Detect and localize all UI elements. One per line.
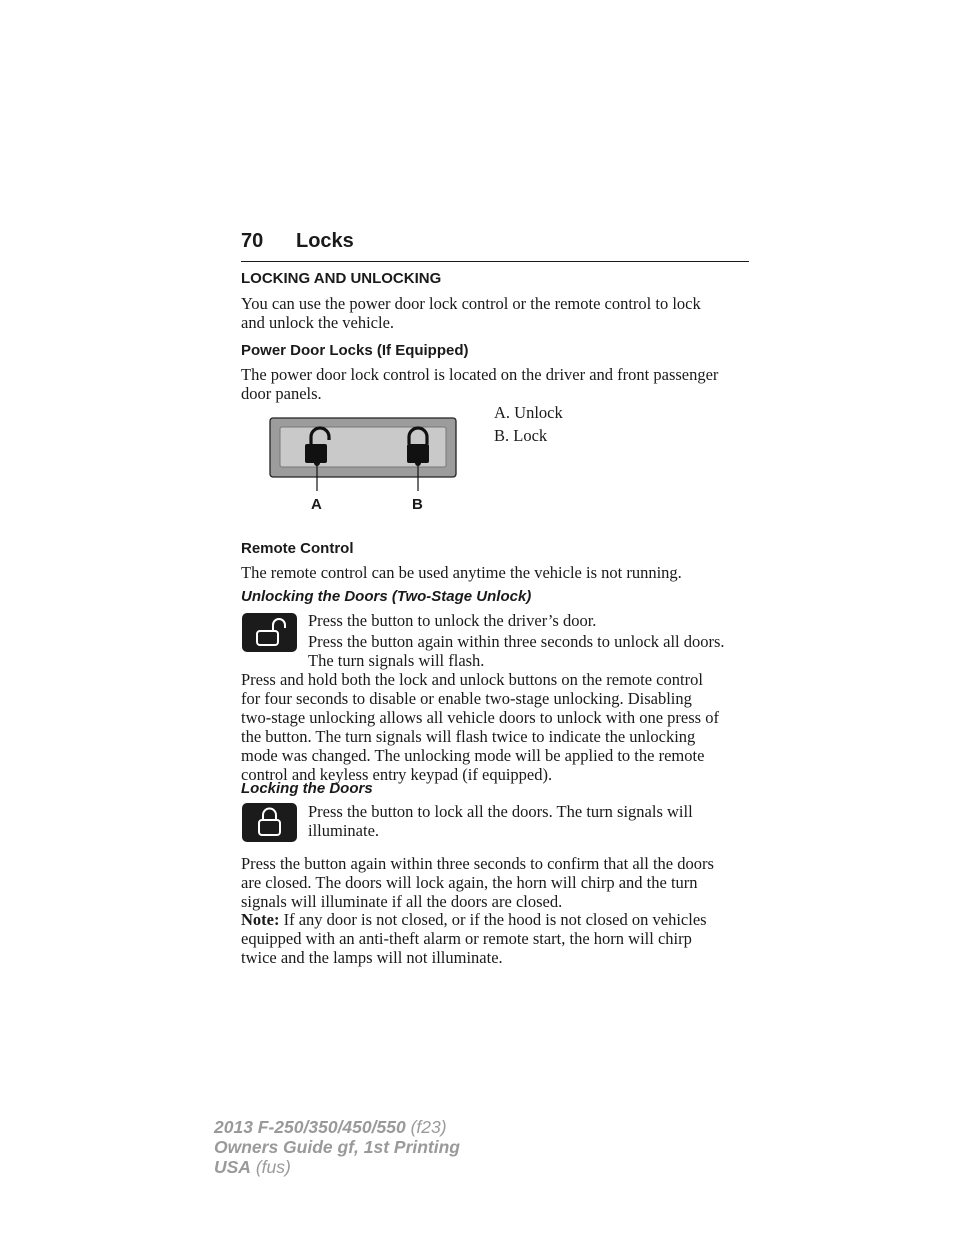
confirm-paragraph: [241, 854, 714, 911]
power-locks-text: [241, 365, 718, 403]
footer-line: [214, 1157, 460, 1177]
footer-model: 2013 F-250/350/450/550: [214, 1117, 406, 1137]
text-line: door panels.: [241, 384, 322, 403]
text-line: and unlock the vehicle.: [241, 313, 395, 332]
text-line: mode was changed. The unlocking mode will be applied to the remote: [241, 746, 705, 765]
locking-text: [308, 802, 693, 840]
unlocking-line1: Press the button to unlock the driver’s door.: [308, 611, 597, 630]
text-line: Press the button again within three seconds to confirm that all the doors: [241, 854, 714, 873]
lock-button-icon: [242, 803, 297, 842]
remote-text: The remote control can be used anytime the vehicle is not running.: [241, 563, 682, 582]
text-line: two-stage unlocking allows all vehicle doors to unlock with one press of: [241, 708, 719, 727]
note-paragraph: [241, 910, 707, 967]
callout-b: B: [412, 496, 423, 513]
locking-heading: LOCKING AND UNLOCKING: [241, 270, 442, 287]
text-line: signals will illuminate if all the doors are closed.: [241, 892, 563, 911]
note-label: Note:: [241, 910, 280, 929]
page-number: 70: [241, 230, 264, 252]
text-line: equipped with an anti-theft alarm or remote start, the horn will chirp: [241, 929, 692, 948]
text-line: [241, 910, 707, 929]
remote-heading: Remote Control: [241, 540, 354, 557]
text-line: The power door lock control is located on the driver and front passenger: [241, 365, 719, 384]
door-lock-control-figure: [268, 415, 458, 520]
text-line: control and keyless entry keypad (if equipped).: [241, 765, 553, 784]
footer-region-code: (fus): [250, 1157, 291, 1177]
legend-a: A. Unlock: [494, 403, 563, 422]
callout-a: A: [311, 496, 322, 513]
two-stage-paragraph: [241, 670, 719, 784]
text-line: You can use the power door lock control or the remote control to lock: [241, 294, 701, 313]
text-line: Press the button again within three seconds to unlock all doors.: [308, 632, 725, 651]
footer-line: Owners Guide gf, 1st Printing: [214, 1137, 460, 1157]
section-title: Locks: [296, 230, 354, 252]
footer-region: USA: [214, 1157, 251, 1177]
text-line: The turn signals will flash.: [308, 651, 485, 670]
text-line: twice and the lamps will not illuminate.: [241, 948, 503, 967]
unlocking-heading: Unlocking the Doors (Two-Stage Unlock): [241, 588, 532, 605]
page-header: [241, 229, 749, 262]
text-line: the button. The turn signals will flash twice to indicate the unlocking: [241, 727, 696, 746]
footer-model-code: (f23): [405, 1117, 447, 1137]
text-line: are closed. The doors will lock again, the horn will chirp and the turn: [241, 873, 698, 892]
unlock-button-icon: [242, 613, 297, 652]
footer: [214, 1117, 460, 1177]
locking-intro: [241, 294, 701, 332]
legend-b: B. Lock: [494, 426, 548, 445]
locking-doors-heading: Locking the Doors: [241, 780, 373, 797]
text-line: Press and hold both the lock and unlock buttons on the remote control: [241, 670, 703, 689]
footer-line: [214, 1117, 460, 1137]
text-line: illuminate.: [308, 821, 380, 840]
text-line: Press the button to lock all the doors. The turn signals will: [308, 802, 693, 821]
unlocking-text: [308, 632, 725, 670]
text-line: for four seconds to disable or enable two-stage unlocking. Disabling: [241, 689, 692, 708]
power-locks-heading: Power Door Locks (If Equipped): [241, 342, 469, 359]
note-text: If any door is not closed, or if the hood is not closed on vehicles: [279, 910, 707, 929]
